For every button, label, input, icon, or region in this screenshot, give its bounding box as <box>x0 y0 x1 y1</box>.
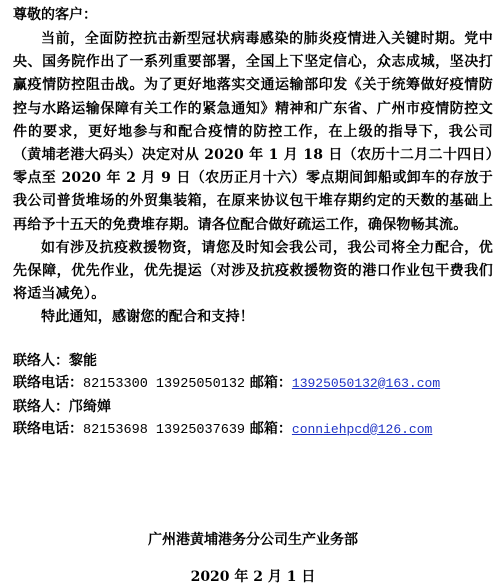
contact-phone-label: 联络电话： <box>13 374 83 391</box>
contact-email-link[interactable]: conniehpcd@126.com <box>291 421 433 437</box>
notice-paragraph-relief: 如有涉及抗疫救援物资，请您及时知会我公司，我公司将全力配合，优先保障，优先作业，优先提运（对涉及抗疫救援物资的港口作业包干费我们将适当减免）。 <box>13 239 493 303</box>
contact-name-row <box>13 350 493 372</box>
contact-block-1 <box>13 350 493 396</box>
notice-paragraph-closing: 特此通知，感谢您的配合和支持！ <box>41 309 254 326</box>
signature-organization: 广州港黄埔港务分公司生产业务部 <box>148 532 358 548</box>
contact-phone-label: 联络电话： <box>13 420 83 437</box>
signature-date: 2020 年 2 月 1 日 <box>190 569 316 585</box>
contact-email-label: 邮箱： <box>249 420 292 437</box>
notice-paragraph-main: 当前，全面防控抗击新型冠状病毒感染的肺炎疫情进入关键时期。党中央、国务院作出了一系列重要部署，全国上下坚定信心，众志成城，坚决打赢疫情防控阻击战。为了更好地落实交通运输部印发《关于统筹做好疫情防控与水路运输保障有关工作的紧急通知》精神和广东省、广州市疫情防控文件的要求，更好地参与和配合疫情的防控工作，在上级的指导下，我公司（黄埔老港大码头）决定对从 2020 年 1 月 18 日（农历十二月二十四日）零点至 2020 年 2 月 9 日（农历正月十六）零点期间卸船或卸车的存放于我公司普货堆场的外贸集装箱，在原来协议包干堆存期约定的天数的基础上再给予十五天的免费堆存期。请各位配合做好疏运工作，确保物畅其流。 <box>13 31 493 233</box>
section-spacer <box>13 330 493 350</box>
contact-phone-row <box>13 372 493 396</box>
contact-name: 黎能 <box>69 352 97 369</box>
contact-phones: 82153300 13925050132 <box>83 376 246 392</box>
contact-block-2 <box>13 396 493 442</box>
contact-phone-row <box>13 418 493 442</box>
contact-email-label: 邮箱： <box>249 374 292 391</box>
contact-phones: 82153698 13925037639 <box>83 422 246 438</box>
contact-name: 邝绮婵 <box>69 398 111 415</box>
contact-name-row <box>13 396 493 418</box>
notice-document <box>13 6 493 585</box>
contact-name-label: 联络人： <box>13 352 69 369</box>
contact-name-label: 联络人： <box>13 398 69 415</box>
greeting: 尊敬的客户： <box>13 7 97 23</box>
contact-email-link[interactable]: 13925050132@163.com <box>291 375 441 391</box>
